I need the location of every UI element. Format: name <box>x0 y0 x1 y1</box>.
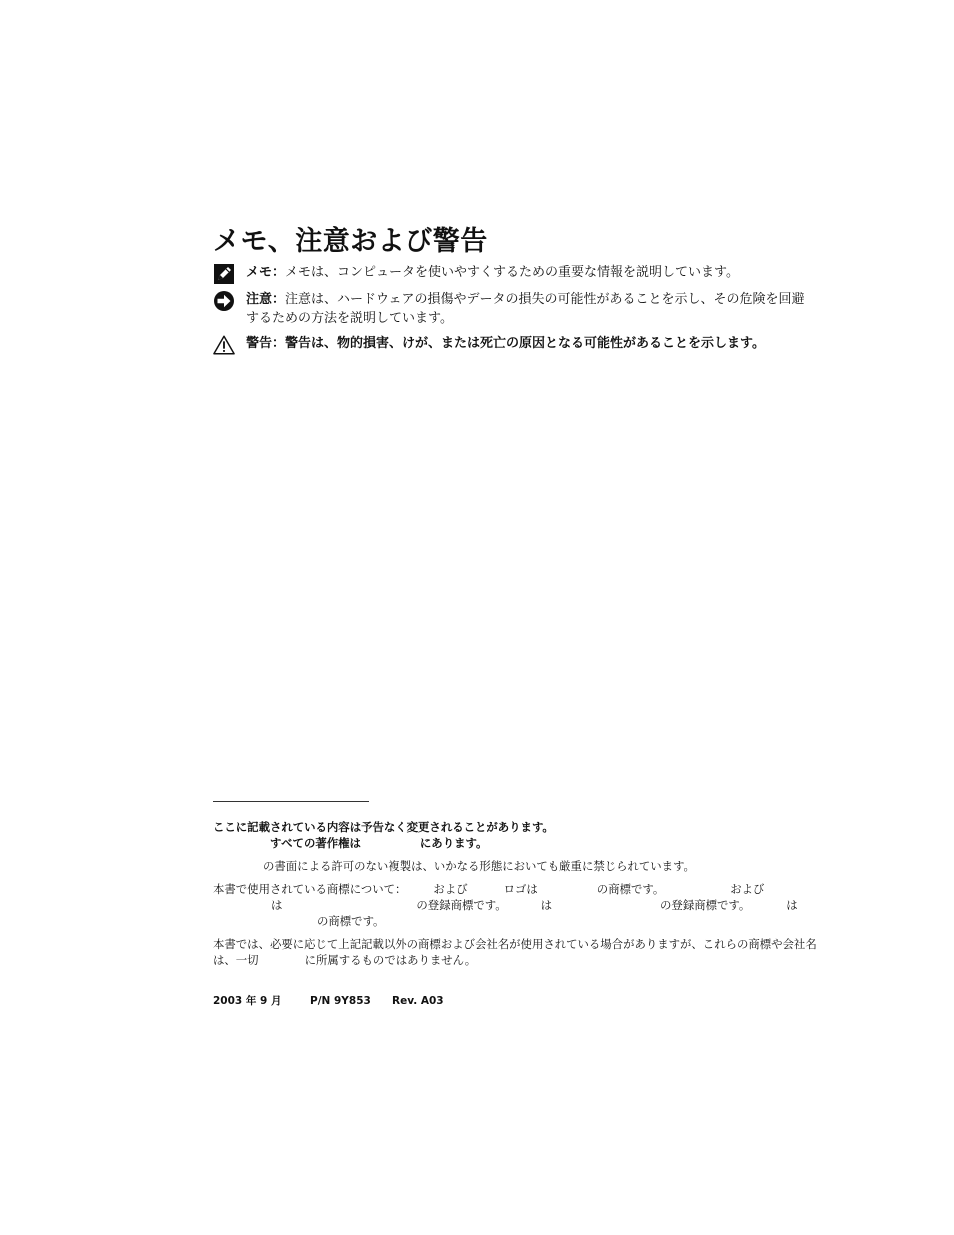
tm-part-3: ロゴは <box>503 882 538 896</box>
copyright-prefix: すべての著作権は <box>270 836 361 850</box>
tm-part-4: の商標です。 <box>596 882 665 896</box>
update-line-2 <box>213 835 817 851</box>
tm-part-1: 本書で使用されている商標について： <box>213 882 407 896</box>
tm-part-5: および <box>730 882 765 896</box>
tm-part-10: は <box>786 898 798 912</box>
tm-part-7: の登録商標です。 <box>416 898 507 912</box>
note-body <box>246 263 817 282</box>
tm-part-9: の登録商標です。 <box>660 898 751 912</box>
warning-notice <box>213 334 817 353</box>
note-label: メモ： <box>246 265 286 280</box>
other-marks-text: 本書では、必要に応じて上記記載以外の商標および会社名が使用されている場合がありますが、これらの商標や会社名は、一切 <box>213 937 817 967</box>
other-marks-notice <box>213 936 817 968</box>
caution-notice <box>213 290 817 328</box>
update-notice <box>213 819 817 851</box>
other-marks-suffix: に所属するものではありません。 <box>304 953 477 967</box>
caution-arrow-icon <box>213 290 235 312</box>
footnote-divider <box>213 801 369 802</box>
warning-triangle-icon <box>213 334 235 356</box>
revision: Rev. A03 <box>392 995 444 1007</box>
caution-label: 注意： <box>246 292 286 307</box>
warning-label: 警告： <box>246 336 286 351</box>
caution-body <box>246 290 817 328</box>
tm-part-2: および <box>433 882 468 896</box>
note-notice <box>213 263 817 282</box>
reproduction-text: の書面による許可のない複製は、いかなる形態においても厳重に禁じられています。 <box>263 859 695 873</box>
trademark-notice <box>213 881 817 929</box>
copyright-suffix: にあります。 <box>419 836 488 850</box>
warning-text: 警告は、物的損害、けが、または死亡の原因となる可能性があることを示します。 <box>285 336 765 351</box>
pencil-note-icon <box>213 263 235 285</box>
publication-footer <box>213 993 444 1008</box>
tm-part-6: は <box>271 898 283 912</box>
warning-body <box>246 334 817 353</box>
note-text: メモは、コンピュータを使いやすくするための重要な情報を説明しています。 <box>285 265 739 280</box>
publication-date: 2003 年 9 月 <box>213 995 282 1007</box>
page-title: メモ、注意および警告 <box>213 226 488 257</box>
tm-part-8: は <box>540 898 553 912</box>
caution-text: 注意は、ハードウェアの損傷やデータの損失の可能性があることを示し、その危険を回避するための方法を説明しています。 <box>246 292 805 326</box>
tm-part-11: の商標です。 <box>317 914 385 928</box>
update-line-1: ここに記載されている内容は予告なく変更されることがあります。 <box>213 820 554 834</box>
part-number: P/N 9Y853 <box>310 995 371 1007</box>
reproduction-notice <box>213 858 817 874</box>
